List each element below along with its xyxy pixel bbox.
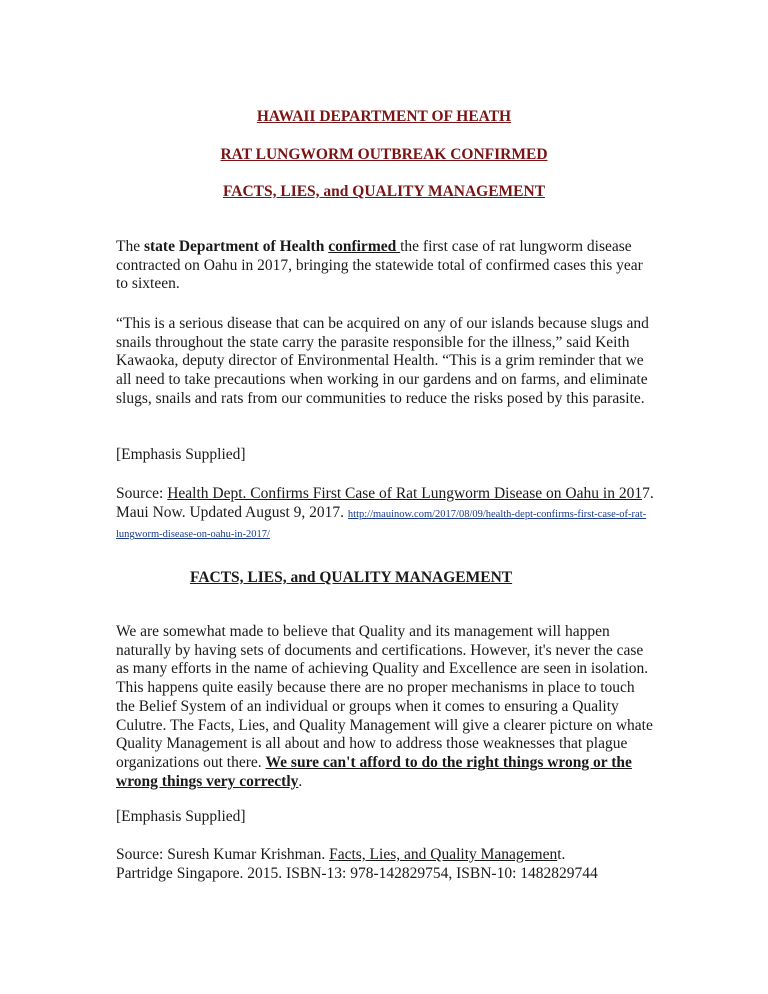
source1-article-link[interactable]: Health Dept. Confirms First Case of Rat Lungworm Disease on Oahu in 201 xyxy=(167,485,643,502)
intro-bold-agency: state Department of Health xyxy=(143,238,325,255)
paragraph-quality xyxy=(116,623,656,791)
title-facts: FACTS, LIES, and QUALITY MANAGEMENT xyxy=(222,183,546,200)
intro-confirmed-link[interactable]: confirmed xyxy=(328,238,401,255)
source1-url-link[interactable]: http://mauinow.com/2017/08/09/health-dept-confirms-first-case-of-rat-lungworm-disease-on-oahu-in-2017/ xyxy=(116,508,647,541)
title-outbreak: RAT LUNGWORM OUTBREAK CONFIRMED xyxy=(220,146,548,163)
source-citation-2 xyxy=(116,846,656,883)
quality-end: . xyxy=(298,772,303,790)
intro-rest: the first case of rat lungworm disease contracted on Oahu in 2017, bringing the statewide total of confirmed cases this year to sixteen. xyxy=(116,238,643,293)
paragraph-quote: “This is a serious disease that can be acquired on any of our islands because slugs and snails throughout the state carry the parasite responsible for the illness,” said Keith Kawaoka, deputy director of Environmental Health. “This is a grim reminder that we all need to take precautions when working in our gardens and on farms, and eliminate slugs, snails and rats from our communities to reduce the risks posed by this parasite. xyxy=(116,315,649,407)
title-department: HAWAII DEPARTMENT OF HEATH xyxy=(256,108,512,125)
quality-text: We are somewhat made to believe that Quality and its management will happen naturally by having sets of documents and certifications. However, it's never the case as many efforts in the name of achieving Quality and Excellence are seen in isolation. This happens quite easily because there are no proper mechanisms in place to touch the Belief System of an individual or groups when it comes to ensuring a Quality Culutre. The Facts, Lies, and Quality Management will give a clearer picture on whate Quality Management is all about and how to address those weaknesses that plague organizations out there. xyxy=(116,623,653,771)
subheading-facts: FACTS, LIES, and QUALITY MANAGEMENT xyxy=(190,569,513,586)
source2-publisher: Partridge Singapore. 2015. ISBN-13: 978-142829754, ISBN-10: 1482829744 xyxy=(116,864,598,882)
source1-prefix: Source: xyxy=(116,485,168,502)
source2-book-link[interactable]: Facts, Lies, and Quality Managemen xyxy=(329,846,558,863)
source1-details: 7. Maui Now. Updated August 9, 2017. xyxy=(116,485,654,521)
emphasis-note-1: [Emphasis Supplied] xyxy=(116,446,246,463)
intro-prefix: The xyxy=(116,238,144,255)
paragraph-intro xyxy=(116,238,656,294)
quality-emphasis: We sure can't afford to do the right things wrong or the wrong things very correctly xyxy=(116,753,632,790)
source2-rest: t. xyxy=(557,846,566,863)
source-citation-1 xyxy=(116,485,656,545)
source2-prefix: Source: Suresh Kumar Krishman. xyxy=(116,846,330,863)
emphasis-note-2: [Emphasis Supplied] xyxy=(116,808,246,825)
